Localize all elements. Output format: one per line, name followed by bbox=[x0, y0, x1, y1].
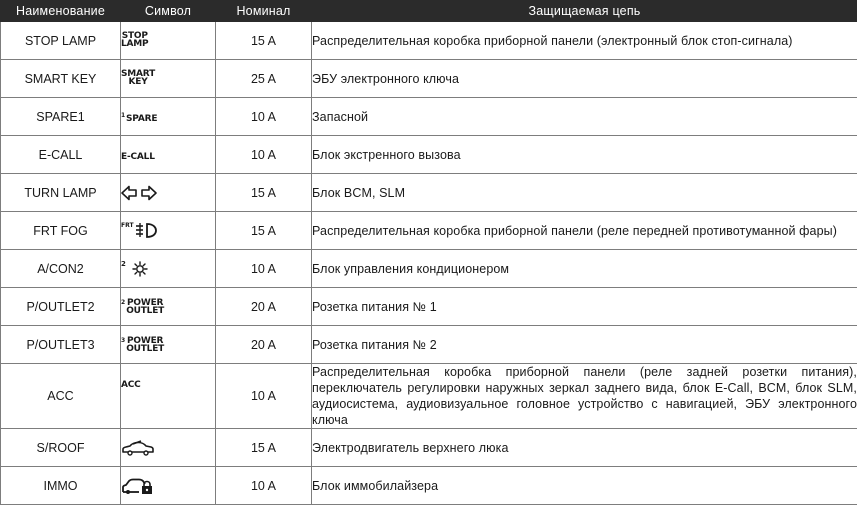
table-row bbox=[1, 212, 857, 250]
table-row bbox=[1, 467, 857, 505]
table-row bbox=[1, 60, 857, 98]
fuse-name: E-CALL bbox=[1, 136, 121, 174]
fuse-rating: 15 A bbox=[216, 22, 312, 60]
fuse-rating: 10 A bbox=[216, 364, 312, 429]
fuse-symbol bbox=[121, 250, 216, 288]
table-row bbox=[1, 98, 857, 136]
fuse-name: P/OUTLET2 bbox=[1, 288, 121, 326]
table-row bbox=[1, 429, 857, 467]
fuse-name: SMART KEY bbox=[1, 60, 121, 98]
fuse-circuit: Электродвигатель верхнего люка bbox=[312, 429, 857, 467]
table-row bbox=[1, 250, 857, 288]
air-conditioner-snowflake-icon bbox=[132, 261, 148, 277]
fuse-name: A/CON2 bbox=[1, 250, 121, 288]
sunroof-car-icon bbox=[121, 440, 155, 456]
fuse-symbol bbox=[121, 22, 216, 60]
fuse-symbol bbox=[121, 174, 216, 212]
symbol-superscript: 2 bbox=[121, 299, 125, 306]
fuse-symbol bbox=[121, 467, 216, 505]
power-outlet-symbol bbox=[121, 299, 164, 315]
front-fog-lamp-icon bbox=[135, 222, 157, 240]
symbol-superscript: FRT bbox=[121, 222, 134, 229]
fuse-circuit: Блок управления кондиционером bbox=[312, 250, 857, 288]
table-row bbox=[1, 174, 857, 212]
header-rating: Номинал bbox=[216, 1, 312, 22]
header-circuit: Защищаемая цепь bbox=[312, 1, 857, 22]
turn-signal-arrows-icon bbox=[121, 185, 157, 201]
symbol-line1: STOP bbox=[122, 31, 148, 41]
fuse-rating: 15 A bbox=[216, 174, 312, 212]
power-outlet-text bbox=[126, 337, 164, 353]
table-row bbox=[1, 136, 857, 174]
fuse-circuit: Распределительная коробка приборной панели (электронный блок стоп-сигнала) bbox=[312, 22, 857, 60]
power-outlet-symbol bbox=[121, 337, 164, 353]
symbol-superscript: 1 bbox=[121, 112, 125, 119]
fuse-symbol bbox=[121, 60, 216, 98]
fuse-name: SPARE1 bbox=[1, 98, 121, 136]
fuse-circuit: Розетка питания № 1 bbox=[312, 288, 857, 326]
fuse-symbol bbox=[121, 364, 216, 429]
fuse-rating: 10 A bbox=[216, 136, 312, 174]
fuse-rating: 20 A bbox=[216, 288, 312, 326]
fuse-rating: 25 A bbox=[216, 60, 312, 98]
fuse-circuit: Запасной bbox=[312, 98, 857, 136]
symbol-superscript: 3 bbox=[121, 337, 125, 344]
fuse-circuit: ЭБУ электронного ключа bbox=[312, 60, 857, 98]
fuse-symbol bbox=[121, 429, 216, 467]
fuse-rating: 10 A bbox=[216, 250, 312, 288]
header-name: Наименование bbox=[1, 1, 121, 22]
symbol-line2: LAMP bbox=[121, 39, 148, 49]
fuse-symbol bbox=[121, 212, 216, 250]
header-row bbox=[1, 1, 857, 22]
e-call-symbol: E-CALL bbox=[121, 152, 155, 162]
smart-key-symbol bbox=[121, 70, 155, 86]
table-row bbox=[1, 364, 857, 429]
power-outlet-text bbox=[126, 299, 164, 315]
table-row bbox=[1, 288, 857, 326]
fuse-name: P/OUTLET3 bbox=[1, 326, 121, 364]
fuse-rating: 10 A bbox=[216, 467, 312, 505]
symbol-line1: POWER bbox=[127, 298, 163, 308]
fuse-rating: 20 A bbox=[216, 326, 312, 364]
fuse-rating: 10 A bbox=[216, 98, 312, 136]
fuse-rating: 15 A bbox=[216, 212, 312, 250]
fuse-circuit: Блок иммобилайзера bbox=[312, 467, 857, 505]
immobilizer-car-lock-icon bbox=[121, 477, 153, 495]
stop-lamp-symbol bbox=[121, 32, 148, 48]
spare-symbol bbox=[121, 114, 157, 124]
fuse-circuit: Розетка питания № 2 bbox=[312, 326, 857, 364]
front-fog-symbol bbox=[121, 222, 157, 240]
symbol-superscript: 2 bbox=[121, 260, 126, 268]
fuse-circuit: Блок BCM, SLM bbox=[312, 174, 857, 212]
fuse-symbol bbox=[121, 136, 216, 174]
header-symbol: Символ bbox=[121, 1, 216, 22]
table-row bbox=[1, 22, 857, 60]
fuse-symbol bbox=[121, 288, 216, 326]
table-row bbox=[1, 326, 857, 364]
symbol-line2: KEY bbox=[129, 77, 148, 87]
fuse-circuit: Распределительная коробка приборной панели (реле задней розетки питания), переключатель регулировки наружных зеркал заднего вида, блок E-Call, BCM, блок SLM, аудиосистема, аудиовизуальное головное устройство с навигацией, ЭБУ электронного ключа bbox=[312, 364, 857, 429]
fuse-name: FRT FOG bbox=[1, 212, 121, 250]
fuse-circuit: Блок экстренного вызова bbox=[312, 136, 857, 174]
symbol-line1: SMART bbox=[121, 69, 155, 79]
symbol-line2: OUTLET bbox=[126, 306, 164, 316]
fuse-name: TURN LAMP bbox=[1, 174, 121, 212]
symbol-text: SPARE bbox=[126, 114, 157, 124]
symbol-line2: OUTLET bbox=[126, 344, 164, 354]
fuse-symbol bbox=[121, 326, 216, 364]
symbol-line1: POWER bbox=[127, 336, 163, 346]
acc-symbol: ACC bbox=[121, 380, 141, 390]
fuse-name: ACC bbox=[1, 364, 121, 429]
air-conditioner-symbol bbox=[121, 261, 148, 277]
fuse-name: IMMO bbox=[1, 467, 121, 505]
fuse-symbol bbox=[121, 98, 216, 136]
fuse-name: S/ROOF bbox=[1, 429, 121, 467]
fuse-name: STOP LAMP bbox=[1, 22, 121, 60]
fuse-circuit: Распределительная коробка приборной панели (реле передней противотуманной фары) bbox=[312, 212, 857, 250]
fuse-rating: 15 A bbox=[216, 429, 312, 467]
